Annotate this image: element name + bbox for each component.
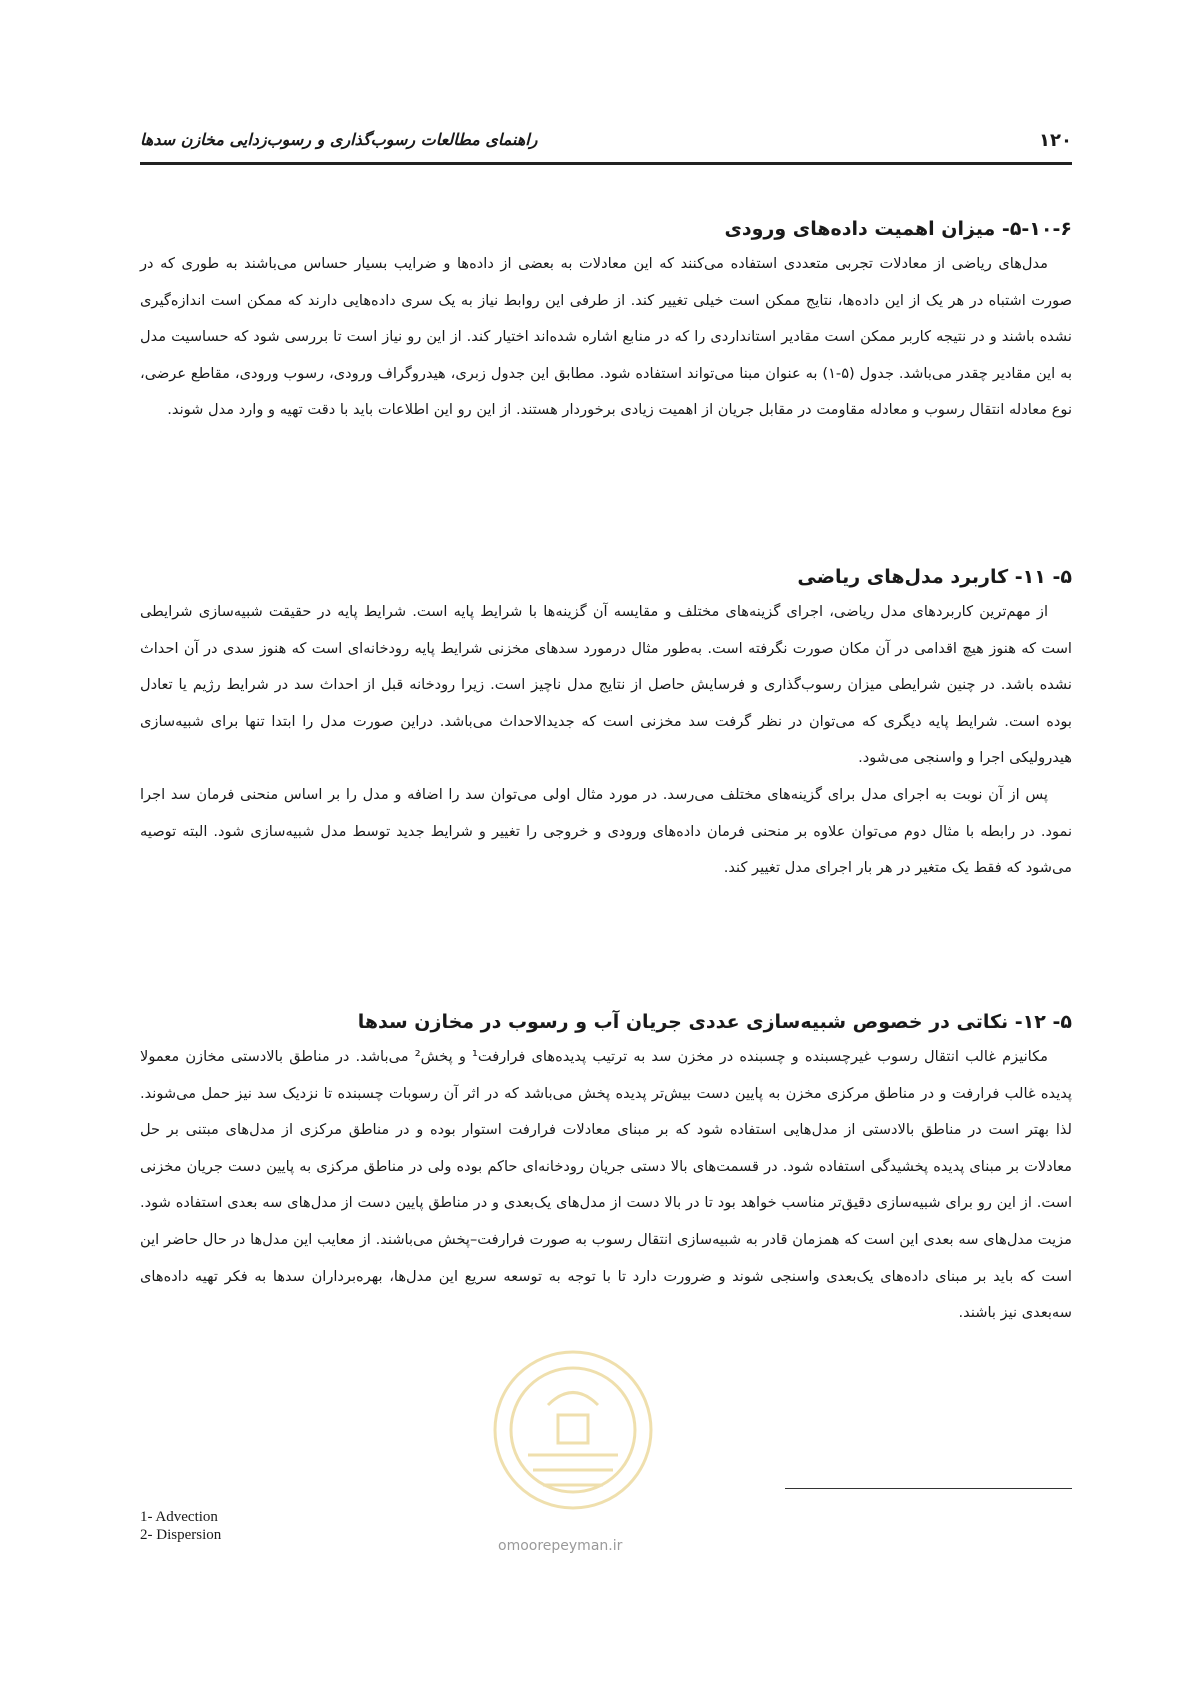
footnote: 2- Dispersion — [140, 1527, 222, 1543]
watermark-site: omoorepeyman.ir — [498, 1538, 623, 1554]
footnote: 1- Advection — [140, 1509, 218, 1525]
running-title: راهنمای مطالعات رسوب‌گذاری و رسوب‌زدایی مخازن سدها — [140, 130, 538, 149]
paragraph: از مهم‌ترین کاربردهای مدل ریاضی، اجرای گزینه‌های مختلف و مقایسه آن گزینه‌ها با شرایط پایه است. شرایط پایه در حقیقت شبیه‌سازی شرایطی است که هنوز هیچ اقدامی در آن مکان صورت نگرفته است. به‌طور مثال درمورد سدهای مخزنی شرایط پایه رودخانه‌ای است که هنوز سدی در آن احداث نشده باشد. در چنین شرایطی میزان رسوب‌گذاری و فرسایش حاصل از نتایج مدل ناچیز است. زیرا رودخانه قبل از احداث سد در شرایط رژیم یا تعادل بوده است. شرایط پایه دیگری که می‌توان در نظر گرفت سد مخزنی است که جدیدالاحداث می‌باشد. دراین صورت مدل را ابتدا تنها برای شبیه‌سازی هیدرولیکی اجرا و واسنجی می‌شود. — [140, 603, 1072, 767]
paragraph: پس از آن نوبت به اجرای مدل برای گزینه‌های مختلف می‌رسد. در مورد مثال اولی می‌توان سد را اضافه و مدل را بر اساس منحنی فرمان سد اجرا نمود. در رابطه با مثال دوم می‌توان علاوه بر منحنی فرمان داده‌های ورودی و خروجی را تغییر و شرایط جدید توسط مدل شبیه‌سازی شود. البته توصیه می‌شود که فقط یک متغیر در هر بار اجرای مدل تغییر کند. — [140, 785, 1072, 877]
page-number: ۱۲۰ — [1039, 130, 1072, 151]
paragraph: مدل‌های ریاضی از معادلات تجربی متعددی استفاده می‌کنند که این معادلات به بعضی از داده‌ها و ضرایب بسیار حساس می‌باشند به طوری که در صورت اشتباه در هر یک از این داده‌ها، نتایج ممکن است خیلی تغییر کند. از طرفی این روابط نیاز به یک سری داده‌هایی دارند که ممکن است اندازه‌گیری نشده باشند و در نتیجه کاربر ممکن است مقادیر استانداردی را که در منابع اشاره شده‌اند اختیار کند. از این رو نیاز است تا بررسی شود که حساسیت مدل به این مقادیر چقدر می‌باشد. جدول (۵-۱) به عنوان مبنا می‌تواند استفاده شود. مطابق این جدول زبری، هیدروگراف ورودی، رسوب ورودی، مقاطع عرضی، نوع معادله انتقال رسوب و معادله مقاومت در مقابل جریان از اهمیت زیادی برخوردار هستند. از این رو این اطلاعات باید با دقت تهیه و وارد مدل شوند. — [140, 255, 1073, 419]
footnotes — [140, 1508, 221, 1544]
section-heading: ۵- ۱۱- کاربرد مدل‌های ریاضی — [797, 566, 1072, 588]
section-heading: ۵- ۱۲- نکاتی در خصوص شبیه‌سازی عددی جریان آب و رسوب در مخازن سدها — [357, 1011, 1072, 1033]
footnote-divider — [785, 1488, 1072, 1489]
section-input-data-importance — [140, 212, 1072, 429]
section-heading: ۵-۱۰-۶- میزان اهمیت داده‌های ورودی — [724, 218, 1072, 240]
watermark-seal — [488, 1335, 658, 1525]
page-header — [140, 122, 1072, 165]
section-math-model-application — [140, 560, 1072, 887]
paragraph: مکانیزم غالب انتقال رسوب غیرچسبنده و چسبنده در مخزن سد به ترتیب پدیده‌های فرارفت¹ و پخش² می‌باشد. در مناطق بالادستی مخازن معمولا پدیده غالب فرارفت و در مناطق مرکزی مخزن به پایین دست بیش‌تر پدیده پخش می‌باشد که در اثر آن رسوبات چسبنده تا نزدیک سد نیز حمل می‌شوند. لذا بهتر است در مناطق بالادستی از مدل‌هایی استفاده شود که بر مبنای معادلات فرارفت استوار بوده و در مناطق مرکزی از مدل‌های مبتنی بر حل معادلات بر مبنای پدیده پخشیدگی استفاده شود. در قسمت‌های بالا دستی جریان رودخانه‌ای حاکم بوده ولی در مناطق مرکزی به پایین دست جریان مخزنی است. از این رو برای شبیه‌سازی دقیق‌تر مناسب خواهد بود تا در بالا دست از مدل‌های یک‌بعدی و در مناطق پایین دست از مدل‌های سه بعدی استفاده شود. مزیت مدل‌های سه بعدی این است که همزمان قادر به شبیه‌سازی انتقال رسوب به صورت فرارفت–پخش می‌باشند. از معایب این مدل‌ها در حال حاضر این است که باید بر مبنای داده‌های یک‌بعدی واسنجی شوند و ضرورت دارد تا با توجه به توسعه سریع این مدل‌ها، بهره‌برداران سدها به فکر تهیه داده‌های سه‌بعدی نیز باشند. — [140, 1048, 1072, 1322]
section-numerical-simulation-notes — [140, 1005, 1072, 1332]
